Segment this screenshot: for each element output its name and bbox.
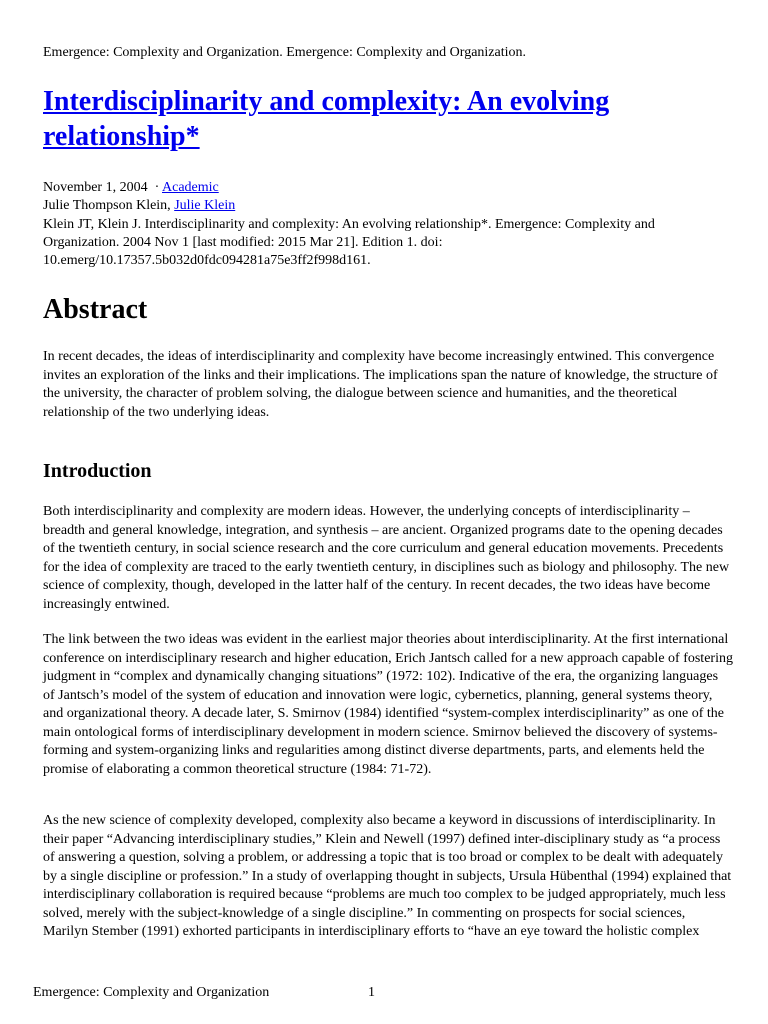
footer-page-number: 1 <box>368 985 375 1000</box>
meta-separator: · <box>154 180 160 195</box>
article-title <box>43 84 733 154</box>
intro-paragraph-3: As the new science of complexity developed, complexity also became a keyword in discussions of interdisciplinarity. In their paper “Advancing interdisciplinary studies,” Klein and Newell (1997) defined inter-disciplinary study as “a process of answering a question, solving a problem, or addressing a topic that is too broad or complex to be dealt with adequately by a single discipline or profession.” In a study of overlapping thought in subjects, Ursula Hübenthal (1994) explained that interdisciplinary collaboration is required because “problems are much too complex to be judged appropriately, much less solved, merely with the subject-knowledge of a single discipline.” In commenting on prospects for social sciences, Marilyn Stember (1991) exhorted participants in interdisciplinary efforts to “have an eye toward the holistic complex <box>43 813 732 939</box>
citation: Klein JT, Klein J. Interdisciplinarity and complexity: An evolving relationship*. Emergence: Complexity and Organization. 2004 Nov 1 [last modified: 2015 Mar 21]. Edition 1. doi: 10.emerg/10.17357.5b032d0fdc094281a75e3ff2f998d161. <box>43 216 655 269</box>
abstract-heading: Abstract <box>43 294 148 325</box>
publish-date: November 1, 2004 <box>43 180 148 195</box>
introduction-heading: Introduction <box>43 460 152 482</box>
category-link[interactable]: Academic <box>162 180 219 195</box>
abstract-text: In recent decades, the ideas of interdisciplinarity and complexity have become increasingly entwined. This convergence invites an exploration of the links and their implications. The implications span the nature of knowledge, the structure of the university, the character of problem solving, the dialogue between science and humanities, and the theoretical relationship of the two underlying ideas. <box>43 349 718 420</box>
date-line <box>43 179 733 197</box>
footer-journal: Emergence: Complexity and Organization <box>33 985 270 1000</box>
running-header: Emergence: Complexity and Organization. Emergence: Complexity and Organization. <box>43 45 526 60</box>
intro-paragraph-1: Both interdisciplinarity and complexity are modern ideas. However, the underlying concepts of interdisciplinarity – breadth and general knowledge, integration, and synthesis – are ancient. Organized programs date to the opening decades of the twentieth century, in social science research and the core curriculum and general education movements. Precedents for the idea of complexity are traced to the early twentieth century, in disciplines such as biology and philosophy. The new science of complexity, though, developed in the latter half of the century. In recent decades, the two ideas have become increasingly entwined. <box>43 504 730 612</box>
authors-text: Julie Thompson Klein, <box>43 198 175 214</box>
article-title-link[interactable]: Interdisciplinarity and complexity: An evolving relationship* <box>43 86 610 152</box>
article-meta <box>43 179 733 270</box>
author-link[interactable]: Julie Klein <box>174 198 236 214</box>
intro-paragraph-2: The link between the two ideas was evident in the earliest major theories about interdisciplinarity. At the first international conference on interdisciplinary research and higher education, Erich Jantsch called for a new approach capable of fostering judgment in “complex and dynamically changing situations” (1972: 102). Indicative of the era, the organizing languages of Jantsch’s model of the system of education and innovation were logic, cybernetics, planning, general systems theory, and organizational theory. A decade later, S. Smirnov (1984) identified “system-complex interdisciplinarity” as one of the main ontological forms of interdisciplinary development in modern science. Smirnov believed the discovery of systems-forming and system-organizing links and regularities among distinct diverse departments, parts, and elements held the promise of elaborating a common theoretical structure (1984: 71-72). <box>43 632 733 777</box>
authors-line <box>43 197 733 215</box>
